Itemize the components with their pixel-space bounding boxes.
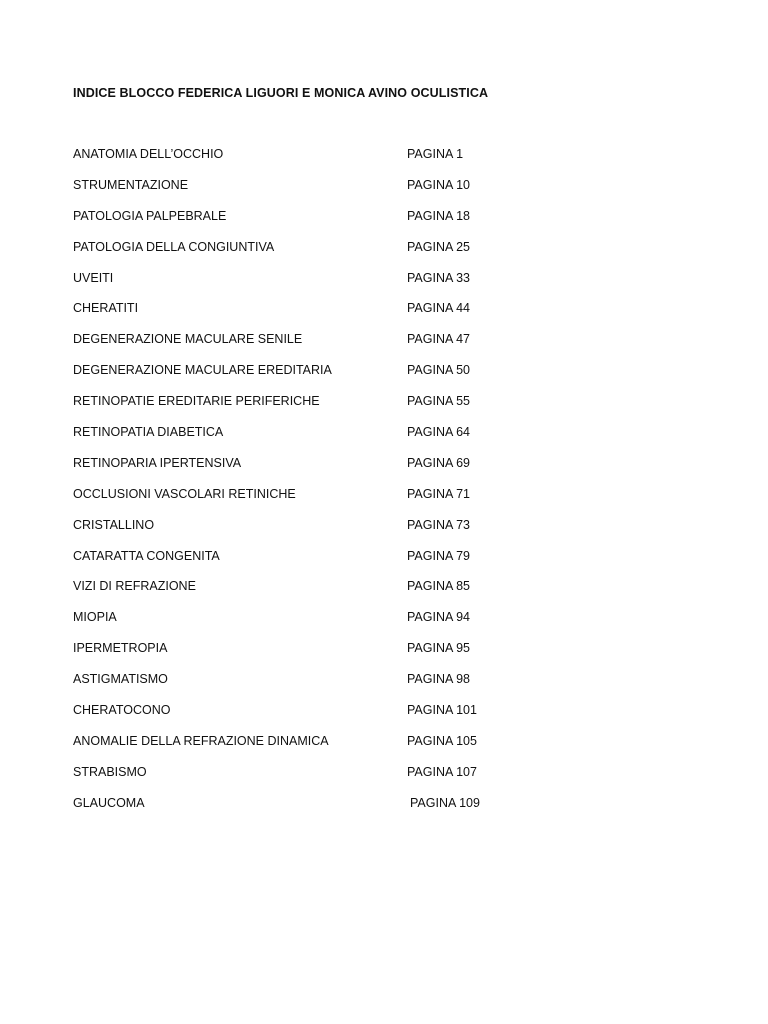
toc-entry <box>0 549 768 580</box>
toc-entry-page: PAGINA 105 <box>407 733 477 748</box>
toc-entry <box>0 271 768 302</box>
document-title: INDICE BLOCCO FEDERICA LIGUORI E MONICA AVINO OCULISTICA <box>73 86 489 100</box>
toc-entry-page: PAGINA 71 <box>407 486 470 501</box>
toc-entry-page: PAGINA 25 <box>407 239 470 254</box>
toc-entry <box>0 332 768 363</box>
toc-entry-page: PAGINA 47 <box>407 332 470 347</box>
toc-entry-title: RETINOPATIA DIABETICA <box>73 425 224 440</box>
toc-entry-title: STRUMENTAZIONE <box>73 177 189 192</box>
toc-entry-page: PAGINA 55 <box>407 394 470 409</box>
toc-entry-page: PAGINA 107 <box>407 764 477 779</box>
toc-entry-title: CHERATOCONO <box>73 703 171 718</box>
toc-entry <box>0 394 768 425</box>
toc-entry-page: PAGINA 64 <box>407 425 470 440</box>
toc-entry-title: DEGENERAZIONE MACULARE EREDITARIA <box>73 363 332 378</box>
toc-entry-page: PAGINA 109 <box>410 795 480 810</box>
toc-entry-title: STRABISMO <box>73 764 147 779</box>
toc-entry-title: RETINOPATIE EREDITARIE PERIFERICHE <box>73 394 320 409</box>
toc-entry-page: PAGINA 50 <box>407 363 470 378</box>
toc-entry <box>0 765 768 796</box>
toc-entry-title: ASTIGMATISMO <box>73 672 168 687</box>
toc-entry <box>0 147 768 178</box>
toc-entry <box>0 178 768 209</box>
toc-entry <box>0 796 768 827</box>
toc-entry-title: GLAUCOMA <box>73 795 145 810</box>
toc-entry-page: PAGINA 33 <box>407 270 470 285</box>
toc-entry-title: CATARATTA CONGENITA <box>73 548 220 563</box>
toc-entry-title: PATOLOGIA PALPEBRALE <box>73 208 227 223</box>
table-of-contents <box>0 147 768 827</box>
toc-entry-title: IPERMETROPIA <box>73 641 168 656</box>
toc-entry-title: OCCLUSIONI VASCOLARI RETINICHE <box>73 486 296 501</box>
toc-entry-page: PAGINA 94 <box>407 610 470 625</box>
toc-entry-title: VIZI DI REFRAZIONE <box>73 579 196 594</box>
toc-entry-title: MIOPIA <box>73 610 117 625</box>
toc-entry-page: PAGINA 98 <box>407 672 470 687</box>
toc-entry-title: ANOMALIE DELLA REFRAZIONE DINAMICA <box>73 733 329 748</box>
toc-entry-title: CRISTALLINO <box>73 517 155 532</box>
toc-entry <box>0 425 768 456</box>
toc-entry-page: PAGINA 18 <box>407 208 470 223</box>
toc-entry <box>0 518 768 549</box>
toc-entry-title: CHERATITI <box>73 301 139 316</box>
toc-entry-page: PAGINA 1 <box>407 147 464 161</box>
toc-entry <box>0 456 768 487</box>
toc-entry-page: PAGINA 95 <box>407 641 470 656</box>
toc-entry-title: UVEITI <box>73 270 114 285</box>
toc-entry <box>0 579 768 610</box>
toc-entry-title: ANATOMIA DELL’OCCHIO <box>73 147 224 161</box>
toc-entry-title: PATOLOGIA DELLA CONGIUNTIVA <box>73 239 275 254</box>
toc-entry-page: PAGINA 101 <box>407 703 477 718</box>
toc-entry <box>0 734 768 765</box>
toc-entry <box>0 703 768 734</box>
toc-entry-page: PAGINA 44 <box>407 301 470 316</box>
toc-entry-title: DEGENERAZIONE MACULARE SENILE <box>73 332 303 347</box>
toc-entry-page: PAGINA 79 <box>407 548 470 563</box>
toc-entry <box>0 209 768 240</box>
toc-entry-page: PAGINA 85 <box>407 579 470 594</box>
toc-entry <box>0 240 768 271</box>
toc-entry <box>0 487 768 518</box>
toc-entry <box>0 610 768 641</box>
toc-entry-page: PAGINA 73 <box>407 517 470 532</box>
toc-entry <box>0 641 768 672</box>
toc-entry <box>0 301 768 332</box>
toc-entry-title: RETINOPARIA IPERTENSIVA <box>73 455 242 470</box>
toc-entry-page: PAGINA 69 <box>407 455 470 470</box>
toc-entry <box>0 363 768 394</box>
toc-entry <box>0 672 768 703</box>
toc-entry-page: PAGINA 10 <box>407 177 470 192</box>
